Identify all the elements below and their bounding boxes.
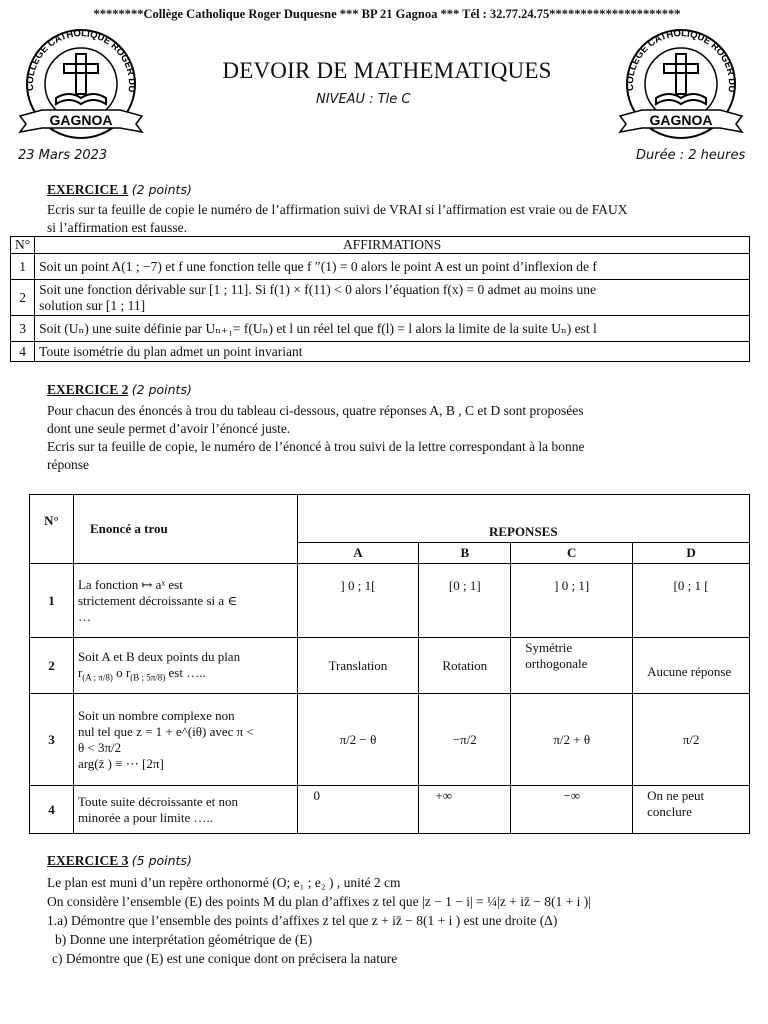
- exercise-2-title: EXERCICE 2: [47, 382, 129, 397]
- page-title: DEVOIR DE MATHEMATIQUES: [222, 58, 552, 83]
- table-row: [11, 254, 750, 280]
- row-number: 1: [30, 564, 74, 638]
- column-header-enonce: Enoncé a trou: [73, 495, 297, 564]
- affirmation-text: Toute isométrie du plan admet un point invariant: [35, 342, 750, 362]
- row-number: 3: [11, 316, 35, 342]
- answer-b: [0 ; 1]: [419, 564, 511, 638]
- table-row: [11, 280, 750, 316]
- svg-text:COLLEGE CATHOLIQUE ROGER DUQUE: COLLEGE CATHOLIQUE ROGER DU: [624, 28, 738, 93]
- exercise-line: On considère l’ensemble (E) des points M du plan d’affixes z tel que |z − 1 − i| = ¼|z + iz̄ − 8(1 + i )|: [47, 894, 591, 909]
- affirmations-table: [10, 236, 750, 362]
- answer-letter: C: [511, 543, 633, 564]
- column-header-affirmations: AFFIRMATIONS: [35, 237, 750, 254]
- answer-letter: B: [419, 543, 511, 564]
- exercise-1-points: (2 points): [131, 182, 192, 197]
- exercise-2-instruction: [47, 402, 737, 474]
- answer-d: [0 ; 1 [: [633, 564, 750, 638]
- row-number: 2: [30, 638, 74, 694]
- row-number: 2: [11, 280, 35, 316]
- instruction-line: Pour chacun des énoncés à trou du tableau ci-dessous, quatre réponses A, B , C et D sont proposées: [47, 403, 584, 418]
- affirmation-text: Soit (Uₙ) une suite définie par Uₙ₊₁= f(Uₙ) et l un réel tel que f(l) = l alors la limite de la suite Uₙ) est l: [35, 316, 750, 342]
- answer-c: −∞: [511, 786, 633, 834]
- svg-text:GAGNOA: GAGNOA: [649, 112, 713, 128]
- exercise-2-points: (2 points): [131, 382, 192, 397]
- instruction-line: si l’affirmation est fausse.: [47, 220, 187, 235]
- question-1c: c) Démontre que (E) est une conique dont on précisera la nature: [52, 951, 398, 966]
- school-header-line: ********Collège Catholique Roger Duquesne *** BP 21 Gagnoa *** Tél : 32.77.24.75*********************: [93, 7, 681, 21]
- answer-c: ] 0 ; 1]: [511, 564, 633, 638]
- mcq-table: [29, 494, 750, 834]
- instruction-line: dont une seule permet d’avoir l’énoncé juste.: [47, 421, 291, 436]
- exercise-line: Le plan est muni d’un repère orthonormé (O; e₁ ; e₂ ) , unité 2 cm: [47, 875, 401, 890]
- answer-letter: D: [633, 543, 750, 564]
- svg-text:COLLEGE CATHOLIQUE ROGER DUQUE: COLLEGE CATHOLIQUE ROGER DU: [24, 28, 138, 93]
- answer-b: Rotation: [419, 638, 511, 694]
- answer-letter: A: [297, 543, 419, 564]
- instruction-line: Ecris sur ta feuille de copie, le numéro de l’énoncé à trou suivi de la lettre correspondant à la bonne: [47, 439, 585, 454]
- exercise-1-heading: [47, 181, 737, 199]
- instruction-line: Ecris sur ta feuille de copie le numéro de l’affirmation suivi de VRAI si l’affirmation est vraie ou de FAUX: [47, 202, 628, 217]
- answer-d: Aucune réponse: [633, 638, 750, 694]
- school-logo-left: [12, 24, 150, 144]
- answer-a: 0: [297, 786, 419, 834]
- instruction-line: réponse: [47, 457, 89, 472]
- answer-b: −π/2: [419, 694, 511, 786]
- exercise-1-title: EXERCICE 1: [47, 182, 129, 197]
- exam-duration: Durée : 2 heures: [636, 148, 746, 163]
- table-row: [30, 694, 750, 786]
- answer-a: Translation: [297, 638, 419, 694]
- enonce-cell: La fonction ↦ aˣ est strictement décroissante si a ∈ …: [73, 564, 297, 638]
- exercise-1-instruction: [47, 201, 737, 237]
- exercise-3-body: [47, 873, 747, 968]
- column-header-num: N°: [30, 495, 74, 564]
- enonce-cell: Soit A et B deux points du plan $r_{(A ; \pi/8)}$ o $r_{(B ; 5\pi/8)}$ est …..: [73, 638, 297, 694]
- exercise-2-heading: [47, 381, 737, 399]
- table-row: [11, 342, 750, 362]
- table-row: [11, 316, 750, 342]
- answer-b: +∞: [419, 786, 511, 834]
- row-number: 1: [11, 254, 35, 280]
- row-number: 3: [30, 694, 74, 786]
- row-number: 4: [30, 786, 74, 834]
- table-row: [30, 786, 750, 834]
- answer-a: π/2 − θ: [297, 694, 419, 786]
- level-label: NIVEAU : Tle C: [316, 92, 411, 107]
- column-header-num: N°: [11, 237, 35, 254]
- exercise-3-title: EXERCICE 3: [47, 853, 129, 868]
- answer-d: On ne peut conclure: [633, 786, 750, 834]
- table-row: [30, 564, 750, 638]
- exam-date: 23 Mars 2023: [18, 148, 108, 163]
- exercise-3-points: (5 points): [131, 853, 192, 868]
- answer-c: Symétrie orthogonale: [511, 638, 633, 694]
- column-header-reponses: REPONSES: [297, 495, 749, 543]
- affirmation-text: Soit un point A(1 ; −7) et f une fonction telle que f ′′(1) = 0 alors le point A est un point d’inflexion de f: [35, 254, 750, 280]
- table-row: [30, 638, 750, 694]
- svg-text:GAGNOA: GAGNOA: [49, 112, 113, 128]
- answer-d: π/2: [633, 694, 750, 786]
- answer-a: ] 0 ; 1[: [297, 564, 419, 638]
- enonce-cell: Toute suite décroissante et non minorée a pour limite …..: [73, 786, 297, 834]
- exercise-3-heading: [47, 852, 737, 870]
- school-logo-right: [612, 24, 750, 144]
- question-1a: 1.a) Démontre que l’ensemble des points d’affixes z tel que z + iz̄ − 8(1 + i ) est une droite (Δ): [47, 913, 558, 928]
- answer-c: π/2 + θ: [511, 694, 633, 786]
- question-1b: b) Donne une interprétation géométrique de (E): [55, 932, 313, 947]
- affirmation-text: Soit une fonction dérivable sur [1 ; 11]. Si f(1) × f(11) < 0 alors l’équation f(x) = 0 admet au moins une solution sur [1 ; 11]: [35, 280, 750, 316]
- enonce-cell: Soit un nombre complexe non nul tel que z = 1 + e^(iθ) avec π < θ < 3π/2 arg(z̄ ) ≡ ⋯ [2π]: [73, 694, 297, 786]
- row-number: 4: [11, 342, 35, 362]
